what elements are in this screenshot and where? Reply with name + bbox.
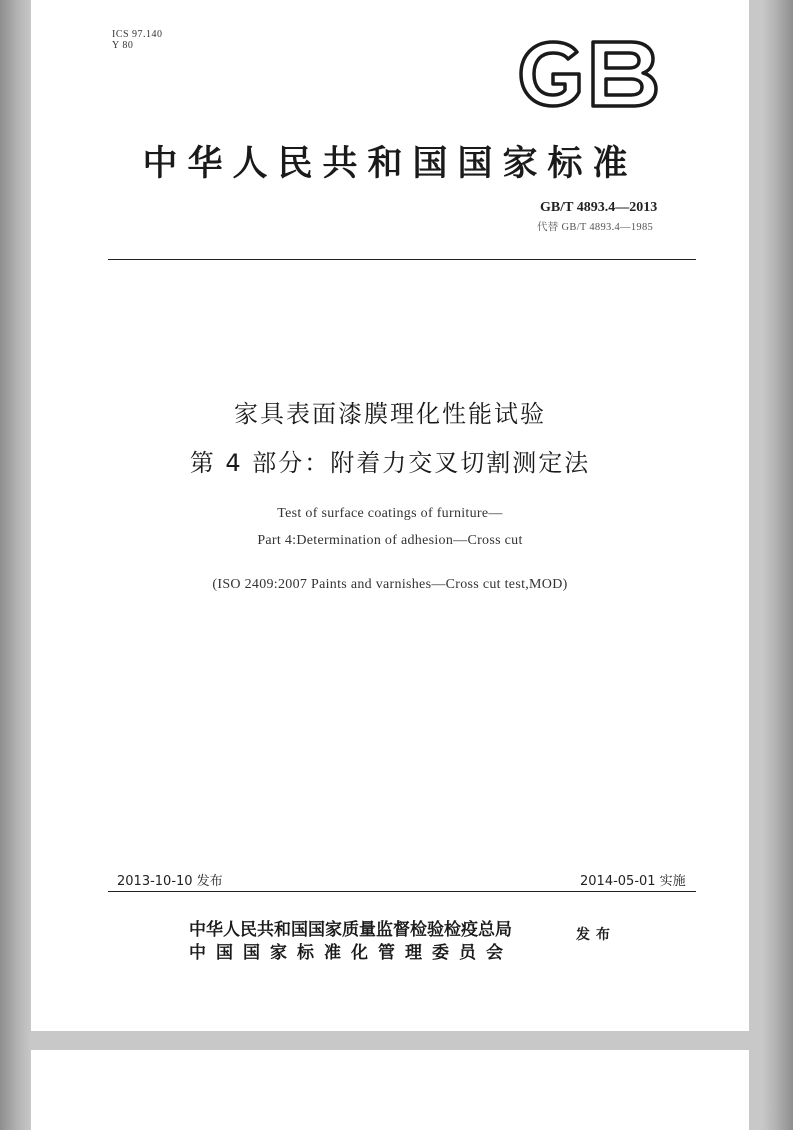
- footer-divider: [108, 891, 696, 892]
- title-en-line2: Part 4:Determination of adhesion—Cross cut: [257, 533, 523, 548]
- gb-logo: [515, 38, 661, 110]
- replaces-standard: 代替 GB/T 4893.4—1985: [537, 222, 654, 233]
- national-standard-title: 中华人民共和国国家标准: [142, 143, 638, 184]
- next-page: [31, 1050, 749, 1130]
- classification-codes: [112, 29, 163, 51]
- issuer-line2: 中国国家标准化管理委员会: [189, 943, 513, 963]
- title-cn-line2: 第 4 部分：附着力交叉切割测定法: [189, 449, 591, 477]
- implementation-date: 2014-05-01 实施: [580, 874, 686, 889]
- standard-number: GB/T 4893.4—2013: [540, 200, 658, 215]
- issue-date: 2013-10-10 发布: [117, 874, 223, 889]
- title-en-line1: Test of surface coatings of furniture—: [277, 506, 503, 521]
- ccs-code: Y 80: [112, 40, 134, 51]
- title-cn-line1: 家具表面漆膜理化性能试验: [234, 400, 546, 428]
- iso-reference: (ISO 2409:2007 Paints and varnishes—Cross cut test,MOD): [212, 577, 568, 592]
- issued-by-label: 发布: [576, 927, 616, 943]
- ics-code: ICS 97.140: [112, 29, 163, 40]
- issuer-line1: 中华人民共和国国家质量监督检验检疫总局: [189, 920, 512, 940]
- document-page: [31, 0, 749, 1031]
- header-divider: [108, 259, 696, 260]
